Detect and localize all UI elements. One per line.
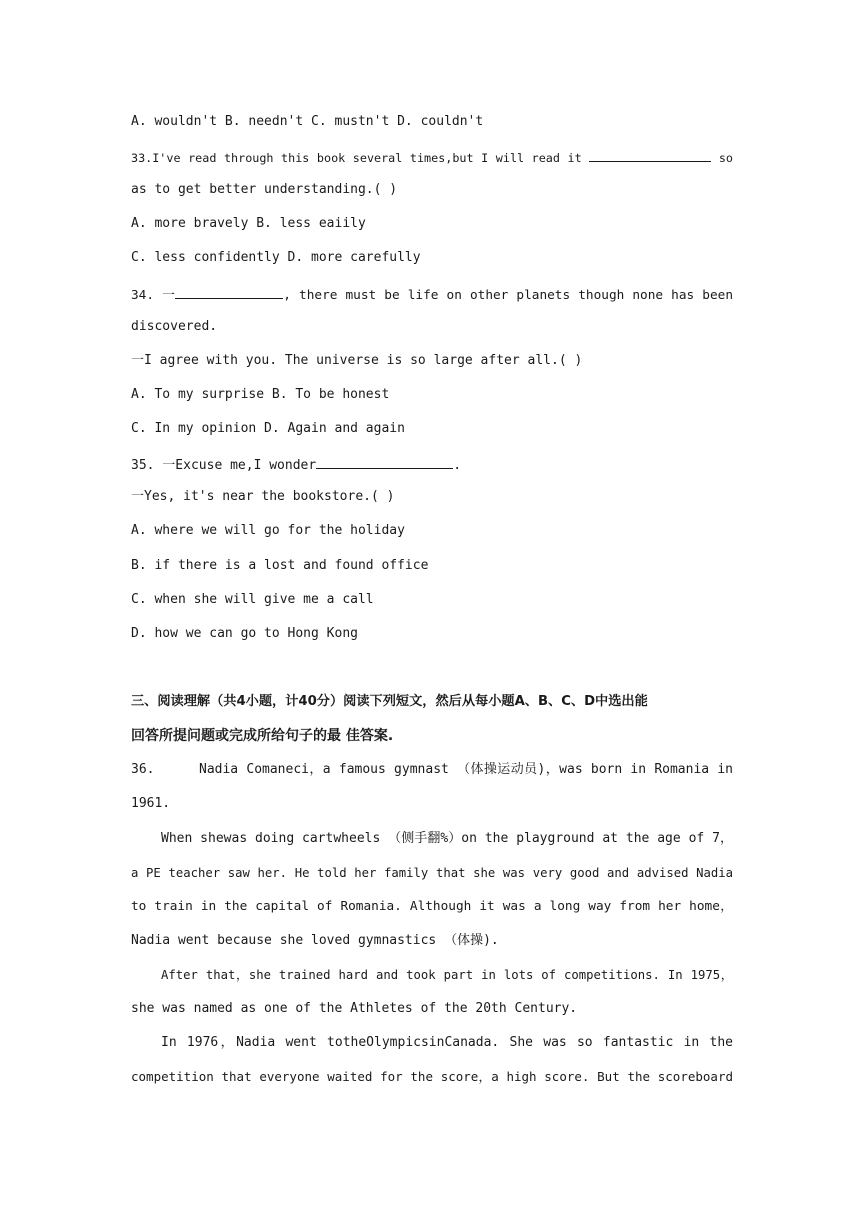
q33-line2: as to get better understanding.( )	[131, 182, 398, 197]
passage-p3-line2: she was named as one of the Athletes of the 20th Century.	[131, 1001, 578, 1016]
q34-text: 34. 一	[131, 288, 176, 303]
section-heading-line2: 回答所提问题或完成所给句子的最 佳答案.	[131, 728, 394, 744]
q35-line1	[131, 454, 733, 475]
section-heading-line1: 三、阅读理解（共4小题，计40分）阅读下列短文，然后从每小题A、B、C、D中选出能	[131, 694, 648, 709]
q34-answer-blank[interactable]	[175, 284, 283, 299]
q34-line2: discovered.	[131, 319, 218, 334]
passage-first-line	[131, 761, 733, 779]
question-number: 36.	[131, 762, 155, 777]
q35-text-end: .	[453, 458, 462, 473]
passage-p1-line2: 1961.	[131, 796, 171, 811]
q33-option-ab: A. more bravely B. less eaiily	[131, 216, 366, 231]
q33-text: 33.I've read through this book several times,but I will read it	[131, 151, 582, 165]
passage-p4-line1: In 1976，Nadia went totheOlympicsinCanada. She was so fantastic in the	[161, 1035, 733, 1050]
q33-option-cd: C. less confidently D. more carefully	[131, 250, 421, 265]
q35-option-d: D. how we can go to Hong Kong	[131, 626, 358, 641]
passage-p4-line2: competition that everyone waited for the score，a high score. But the scoreboard	[131, 1069, 733, 1084]
q33-answer-blank[interactable]	[589, 147, 711, 162]
passage-p2-line2: a PE teacher saw her. He told her family that she was very good and advised Nadia	[131, 866, 733, 880]
q35-option-c: C. when she will give me a call	[131, 592, 374, 607]
q32-options: A. wouldn't B. needn't C. mustn't D. couldn't	[131, 114, 484, 129]
q34-text-end: , there must be life on other planets though none has been	[283, 288, 733, 303]
passage-p2-line4: Nadia went because she loved gymnastics （体操).	[131, 933, 499, 948]
passage-p2-line1: When shewas doing cartwheels （侧手翻%）on the playground at the age of 7，	[161, 831, 733, 846]
q35-option-a: A. where we will go for the holiday	[131, 523, 405, 538]
q33-line1	[131, 147, 733, 167]
q35-text: 35. 一Excuse me,I wonder	[131, 458, 317, 473]
q34-option-ab: A. To my surprise B. To be honest	[131, 387, 390, 402]
q34-line3: 一I agree with you. The universe is so large after all.( )	[131, 353, 583, 368]
q35-answer-blank[interactable]	[316, 454, 453, 469]
q35-line2: 一Yes, it's near the bookstore.( )	[131, 489, 395, 504]
passage-p1-line1: Nadia Comaneci，a famous gymnast （体操运动员)，was born in Romania in	[199, 762, 733, 777]
q33-text-end: so	[718, 151, 733, 165]
q34-option-cd: C. In my opinion D. Again and again	[131, 421, 405, 436]
passage-p2-line3: to train in the capital of Romania. Although it was a long way from her home，	[131, 899, 733, 914]
q35-option-b: B. if there is a lost and found office	[131, 558, 429, 573]
passage-p3-line1: After that，she trained hard and took part in lots of competitions. In 1975，	[161, 968, 733, 982]
q34-line1	[131, 284, 733, 305]
